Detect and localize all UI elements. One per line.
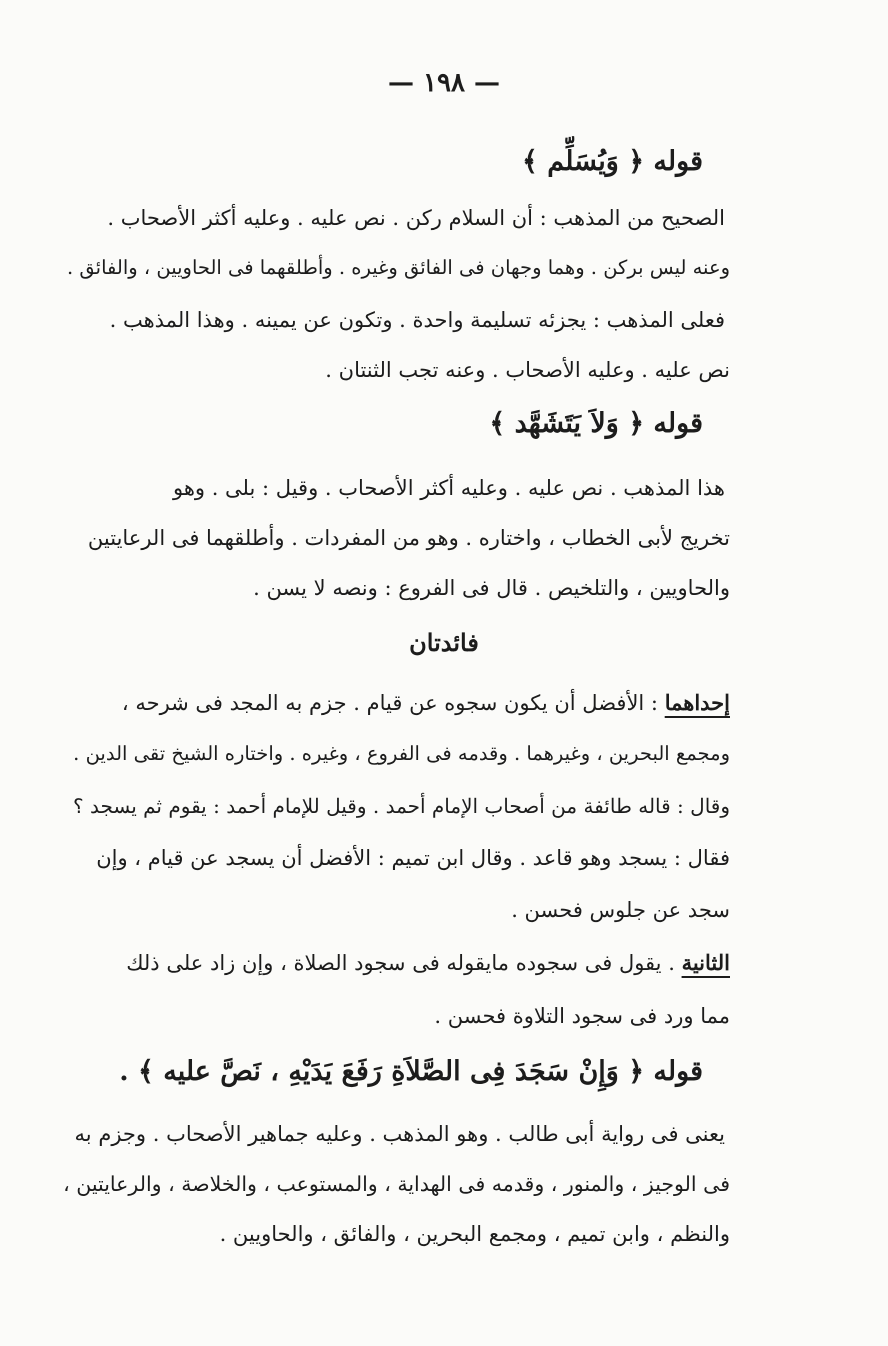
text-line: الصحيح من المذهب : أن السلام ركن . نص عليه . وعليه أكثر الأصحاب . (107, 206, 725, 230)
section-heading-yusallim: قوله ﴿ وَيُسَلِّم ﴾ (522, 146, 703, 177)
first-note-line (122, 690, 730, 715)
section-heading-yatashahhad: قوله ﴿ وَلاَ يَتَشَهَّد ﴾ (489, 408, 703, 439)
text-line: فقال : يسجد وهو قاعد . وقال ابن تميم : الأفضل أن يسجد عن قيام ، وإن (96, 846, 730, 870)
section-heading-raf-yadayh: قوله ﴿ وَإِنْ سَجَدَ فِى الصَّلاَةِ رَفَعَ يَدَيْهِ ، نَصَّ عليه ﴾ . (119, 1056, 703, 1087)
text-line: فعلى المذهب : يجزئه تسليمة واحدة . وتكون عن يمينه . وهذا المذهب . (109, 308, 725, 332)
first-note-text: : الأفضل أن يكون سجوه عن قيام . جزم به المجد فى شرحه ، (121, 691, 659, 715)
text-line: والنظم ، وابن تميم ، ومجمع البحرين ، والفائق ، والحاويين . (219, 1222, 730, 1246)
text-line: نص عليه . وعليه الأصحاب . وعنه تجب الثنتان . (325, 358, 730, 382)
text-line: يعنى فى رواية أبى طالب . وهو المذهب . وعليه جماهير الأصحاب . وجزم به (74, 1122, 725, 1146)
text-line: والحاويين ، والتلخيص . قال فى الفروع : ونصه لا يسن . (253, 576, 730, 600)
text-line: وعنه ليس بركن . وهما وجهان فى الفائق وغيره . وأطلقهما فى الحاويين ، والفائق . (67, 256, 730, 279)
page-number: — ١٩٨ — (387, 68, 501, 98)
second-note-lead: الثانية (681, 950, 730, 975)
text-line: ومجمع البحرين ، وغيرهما . وقدمه فى الفروع ، وغيره . واختاره الشيخ تقى الدين . (73, 742, 730, 765)
text-line: وقال : قاله طائفة من أصحاب الإمام أحمد . وقيل للإمام أحمد : يقوم ثم يسجد ؟ (72, 794, 730, 818)
second-note-text: . يقول فى سجوده مايقوله فى سجود الصلاة ، وإن زاد على ذلك (126, 951, 675, 975)
faidatan-title: فائدتان (409, 628, 479, 657)
second-note-line (126, 950, 730, 975)
text-line: فى الوجيز ، والمنور ، وقدمه فى الهداية ، والمستوعب ، والخلاصة ، والرعايتين ، (63, 1172, 730, 1196)
text-line: سجد عن جلوس فحسن . (511, 898, 730, 922)
text-line: هذا المذهب . نص عليه . وعليه أكثر الأصحاب . وقيل : بلى . وهو (172, 476, 725, 500)
first-note-lead: إحداهما (664, 690, 730, 715)
text-line: مما ورد فى سجود التلاوة فحسن . (434, 1004, 730, 1028)
text-line: تخريج لأبى الخطاب ، واختاره . وهو من المفردات . وأطلقهما فى الرعايتين (87, 526, 730, 550)
